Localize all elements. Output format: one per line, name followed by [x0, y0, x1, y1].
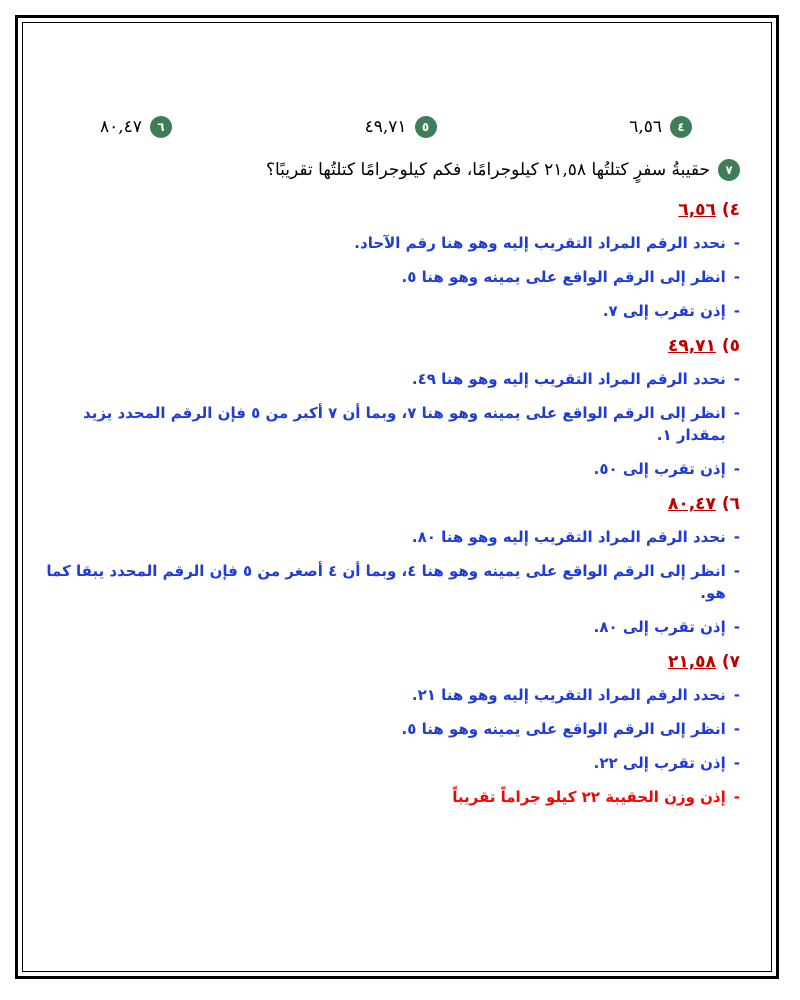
exercise-value: ٤٩,٧١	[364, 117, 407, 137]
answer-section-5	[40, 334, 740, 480]
bullet-dash: -	[733, 268, 740, 286]
bullet-dash: -	[733, 686, 740, 704]
word-problem	[52, 155, 740, 185]
answer-step-text: نحدد الرقم المراد التقريب إليه وهو هنا ٤٩.	[411, 370, 726, 388]
answer-step-text: انظر إلى الرقم الواقع على يمينه وهو هنا ٧، وبما أن ٧ أكبر من ٥ فإن الرقم المحدد يزيد بمقدار ١.	[83, 404, 726, 444]
exercise-value: ٦,٥٦	[629, 117, 662, 137]
answer-heading	[40, 492, 740, 516]
answer-heading	[40, 650, 740, 674]
answer-step-text: إذن تقرب إلى ٧.	[602, 302, 726, 320]
answer-label: ٧)	[721, 652, 740, 672]
bullet-dash: -	[733, 720, 740, 738]
bullet-dash: -	[733, 302, 740, 320]
exercise-4	[629, 116, 692, 138]
bullet-dash: -	[733, 562, 740, 580]
worksheet	[40, 40, 752, 960]
answer-label: ٦)	[721, 494, 740, 514]
bullet-dash: -	[733, 370, 740, 388]
bullet-dash: -	[733, 234, 740, 252]
exercise-number-badge: ٥	[415, 116, 437, 138]
exercise-number-badge: ٤	[670, 116, 692, 138]
answer-step	[40, 300, 740, 322]
answers	[40, 198, 740, 820]
final-answer-text: إذن وزن الحقيبة ٢٢ كيلو جراماً تقريباً	[452, 788, 726, 806]
answer-heading	[40, 198, 740, 222]
answer-step	[40, 266, 740, 288]
exercise-number-badge: ٦	[150, 116, 172, 138]
final-answer	[40, 786, 740, 808]
answer-step-text: انظر إلى الرقم الواقع على يمينه وهو هنا ٥.	[401, 720, 726, 738]
answer-step-text: إذن تقرب إلى ٥٠.	[593, 460, 726, 478]
answer-step-text: إذن تقرب إلى ٨٠.	[593, 618, 726, 636]
bullet-dash: -	[733, 528, 740, 546]
answer-step	[40, 402, 740, 446]
bullet-dash: -	[733, 404, 740, 422]
answer-step-text: نحدد الرقم المراد التقريب إليه وهو هنا رقم الآحاد.	[354, 234, 726, 252]
answer-heading	[40, 334, 740, 358]
bullet-dash: -	[733, 754, 740, 772]
answer-section-4	[40, 198, 740, 322]
answer-section-6	[40, 492, 740, 638]
question-text: حقيبةُ سفرٍ كتلتُها ٢١,٥٨ كيلوجرامًا، فكم كيلوجرامًا كتلتُها تقريبًا؟	[265, 160, 710, 180]
answer-value: ٨٠,٤٧	[667, 494, 716, 514]
answer-step	[40, 458, 740, 480]
answer-step	[40, 560, 740, 604]
answer-step	[40, 752, 740, 774]
answer-label: ٤)	[721, 200, 740, 220]
exercise-5	[365, 116, 437, 138]
answer-step-text: انظر إلى الرقم الواقع على يمينه وهو هنا ٤، وبما أن ٤ أصغر من ٥ فإن الرقم المحدد يبقا كما هو.	[46, 562, 726, 602]
answer-label: ٥)	[721, 336, 740, 356]
answer-step	[40, 368, 740, 390]
exercise-row	[100, 112, 692, 142]
answer-value: ٤٩,٧١	[667, 336, 716, 356]
answer-step-text: نحدد الرقم المراد التقريب إليه وهو هنا ٨٠.	[411, 528, 726, 546]
answer-step	[40, 616, 740, 638]
answer-section-7	[40, 650, 740, 808]
exercise-6	[100, 116, 172, 138]
answer-step	[40, 232, 740, 254]
answer-step	[40, 684, 740, 706]
answer-value: ٦,٥٦	[678, 200, 716, 220]
bullet-dash: -	[733, 788, 740, 806]
answer-step	[40, 718, 740, 740]
answer-value: ٢١,٥٨	[667, 652, 716, 672]
bullet-dash: -	[733, 618, 740, 636]
answer-step-text: إذن تقرب إلى ٢٢.	[593, 754, 726, 772]
answer-step-text: نحدد الرقم المراد التقريب إليه وهو هنا ٢١.	[411, 686, 726, 704]
exercise-value: ٨٠,٤٧	[100, 117, 142, 137]
answer-step-text: انظر إلى الرقم الواقع على يمينه وهو هنا ٥.	[401, 268, 726, 286]
answer-step	[40, 526, 740, 548]
bullet-dash: -	[733, 460, 740, 478]
question-number-badge: ٧	[718, 159, 740, 181]
